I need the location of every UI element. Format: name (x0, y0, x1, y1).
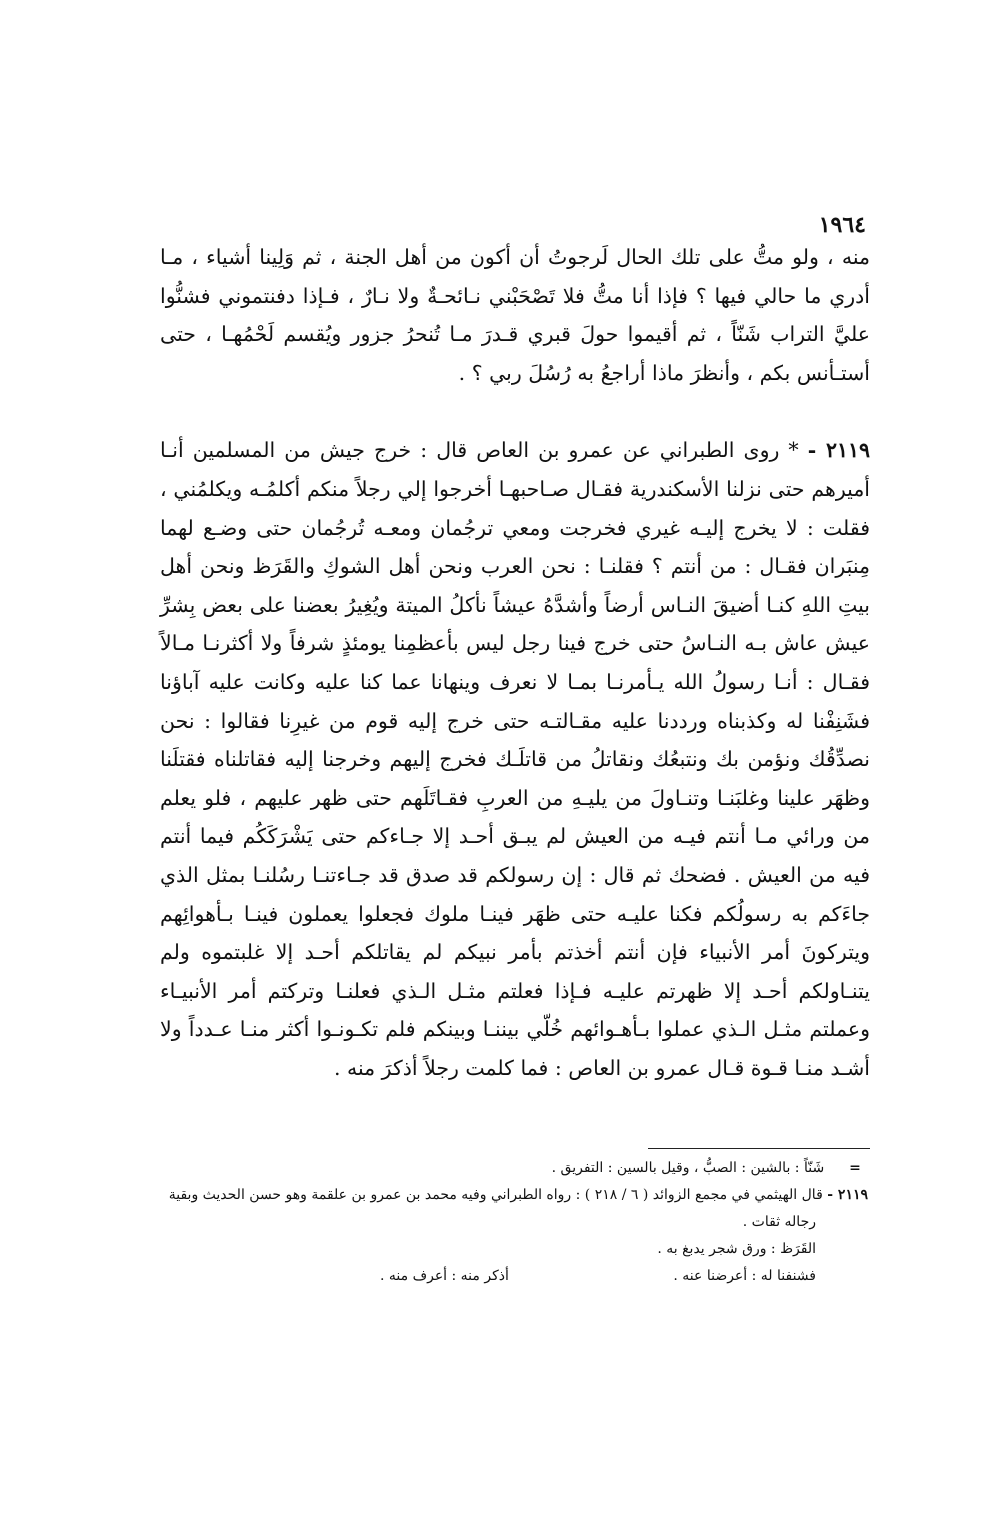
footnote-source-continuation: رجاله ثقات . (742, 1214, 816, 1230)
footnote-source (130, 1182, 868, 1209)
footnote-qaraz: القَرَظ : ورق شجر يدبغ به . (657, 1241, 816, 1257)
footnote-shanna-text: شَنّاً : بالشين : الصبُّ ، وقيل بالسين : التفريق . (551, 1160, 825, 1176)
footnote-source-text: قال الهيثمي في مجمع الزوائد ( ٦ / ٢١٨ ) : رواه الطبراني وفيه محمد بن عمرو بن علقمة وهو حسن الحديث وبقية (168, 1187, 823, 1203)
footnote-adhkar: أذكر منه : أعرف منه . (380, 1268, 509, 1284)
footnote-divider (648, 1148, 870, 1149)
footnotes (130, 1155, 868, 1290)
hadith-paragraph (160, 431, 870, 1087)
hadith-number: ٢١١٩ - (807, 438, 870, 463)
footnote-shanna (130, 1155, 868, 1182)
main-text (160, 238, 870, 1087)
hadith-text: * روى الطبراني عن عمرو بن العاص قال : خرج جيش من المسلمين أنـا أميرهم حتى نزلنا الأسكندرية فقـال صـاحبهـا أخرجوا إلي رجلاً منكم أكلمُـه ويكلمُني ، فقلت : لا يخرج إليـه غيري فخرجت ومعي ترجُمان ومعـه تُرجُمان حتى وضـع لهما مِنبَران فقـال : من أنتم ؟ فقلنـا : نحن العرب ونحن أهل الشوكِ والقَرَظ ونحن أهل بيتِ اللهِ كنـا أضيقَ النـاس أرضاً وأشدَّهُ عيشاً نأكلُ الميتة ويُغِيرُ بعضنا على بعض بِشرِّ عيش عاش بـه النـاسُ حتى خرج فينا رجل ليس بأعظمِنا يومئذٍ شرفاً ولا أكثرنـا مـالاً فقـال : أنـا رسولُ الله يـأمرنـا بمـا لا نعرف وينهانا عما كنا عليه وكانت عليه آباؤنا فشَنِفْنا له وكذبناه ورددنا عليه مقـالتـه حتى خرج إليه قوم من غيرِنا فقالوا : نحن نصدِّقُك ونؤمن بك ونتبعُك ونقاتلُ من قاتلَـك فخرج إليهم وخرجنا إليه فقاتلناه فقتلَنا وظهَر علينا وغلبَنـا وتنـاولَ من يليـهِ من العربِ فقـاتَلَهم حتى ظهر عليهم ، فلو يعلم من ورائي مـا أنتم فيـه من العيش لم يبـق أحـد إلا جـاءكم حتى يَشْرَكَكُم فيما أنتم فيه من العيش . فضحك ثم قال : إن رسولكم قد صدق قد جـاءتنـا رسُلنـا بمثل الذي جاءَكم به رسولُكم فكنا عليـه حتى ظهَر فينـا ملوك فجعلوا يعملون فينـا بـأهوائِهم ويتركونَ أمر الأنبياء فإن أنتم أخذتم بأمر نبيكم لم يقاتلكم أحـد إلا غلبتموه ولم يتنـاولكم أحـد إلا ظهرتم عليـه فـإذا فعلتم مثـل الـذي فعلنـا وتركتم أمر الأنبيـاء وعملتم مثـل الـذي عملوا بـأهـوائهم خُلّي بيننـا وبينكم فلم تكـونـوا أكثر منـا عـدداً ولا أشـد منـا قـوة قـال عمرو بن العاص : فما كلمت رجلاً أذكرَ منه . (160, 438, 870, 1080)
footnote-source-number: ٢١١٩ - (827, 1187, 868, 1203)
page-number: ١٩٦٤ (818, 212, 866, 238)
footnote-continuation-marker: = (849, 1160, 861, 1176)
footnote-last-row (356, 1263, 816, 1290)
intro-paragraph: منه ، ولو متُّ على تلك الحال لَرجوتُ أن أكون من أهل الجنة ، ثم وَلِينا أشياء ، مـا أدري ما حالي فيها ؟ فإذا أنا متُّ فلا تَصْحَبْني نـائحـةٌ ولا نـارٌ ، فـإذا دفنتموني فشنُّوا عليَّ التراب شَنّاً ، ثم أقيموا حولَ قبري قـدرَ مـا تُنحرُ جزور ويُقسم لَحْمُهـا ، حتى أستـأنس بكم ، وأنظرَ ماذا أراجعُ به رُسُلَ ربي ؟ . (160, 245, 870, 385)
footnote-shanifna: فشنفنا له : أعرضنا عنه . (673, 1268, 816, 1284)
